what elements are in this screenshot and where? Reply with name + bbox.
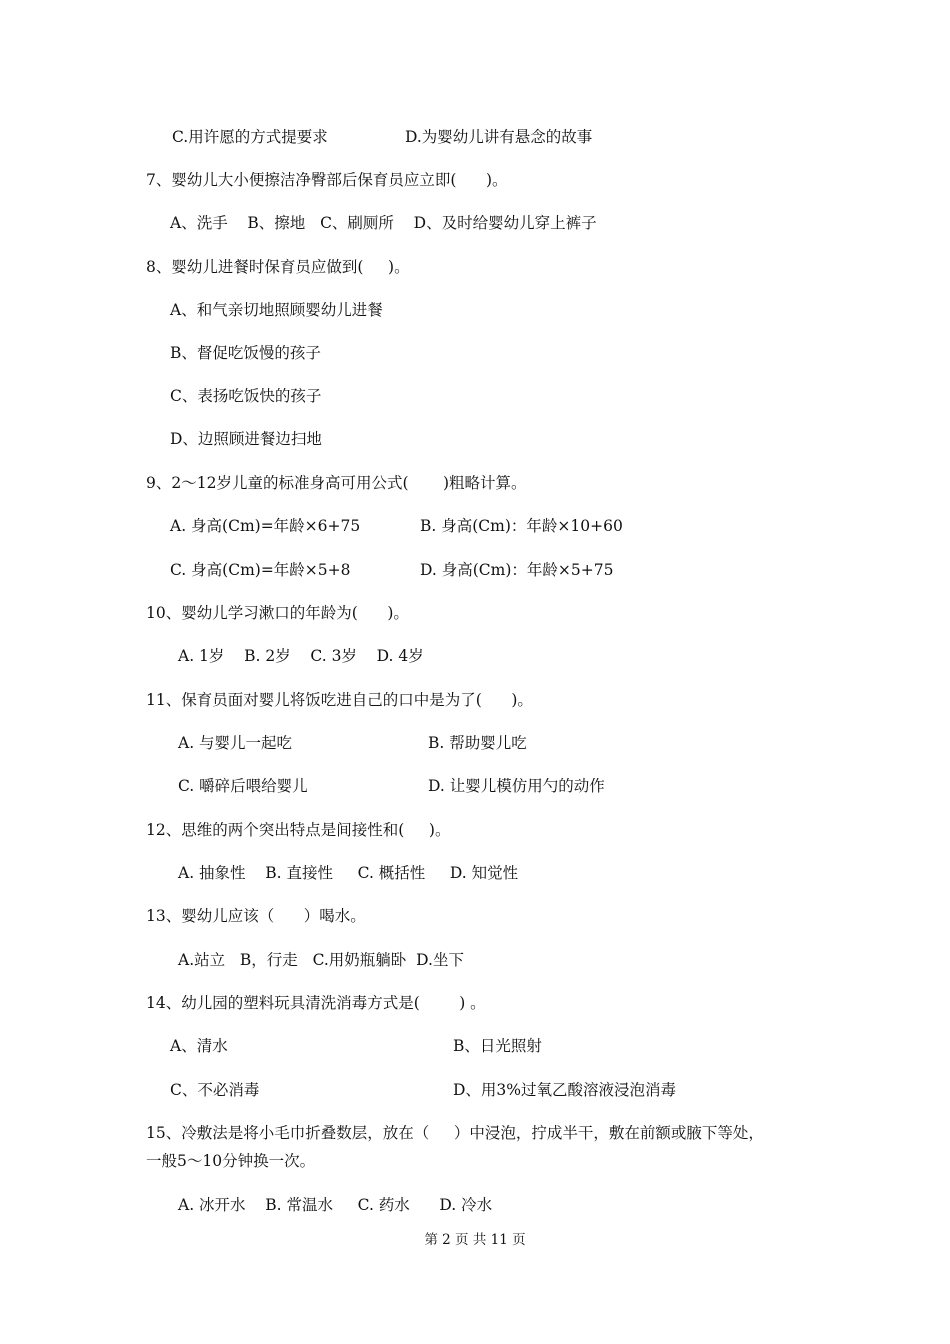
page-footer: 第 2 页 共 11 页	[424, 1232, 526, 1248]
question-9-option-b: B. 身高(Cm)：年龄×10+60	[420, 517, 623, 535]
question-8-option-b: B、督促吃饭慢的孩子	[170, 344, 321, 362]
question-11-option-a: A. 与婴儿一起吃	[178, 734, 293, 752]
question-15: 15、冷敷法是将小毛巾折叠数层，放在（ ）中浸泡，拧成半干，敷在前额或腋下等处，	[146, 1124, 764, 1142]
question-10-options: A. 1岁 B. 2岁 C. 3岁 D. 4岁	[178, 647, 424, 665]
question-10: 10、婴幼儿学习漱口的年龄为( )。	[146, 604, 409, 622]
question-12-options: A. 抽象性 B. 直接性 C. 概括性 D. 知觉性	[178, 864, 519, 882]
question-15-options: A. 冰开水 B. 常温水 C. 药水 D. 冷水	[178, 1196, 493, 1214]
question-11-option-d: D. 让婴儿模仿用勺的动作	[428, 777, 605, 795]
question-12: 12、思维的两个突出特点是间接性和( )。	[146, 821, 451, 839]
question-14-option-d: D、用3%过氧乙酸溶液浸泡消毒	[453, 1081, 677, 1099]
option-c-wish: C.用许愿的方式提要求	[172, 128, 328, 146]
question-11: 11、保育员面对婴儿将饭吃进自己的口中是为了( )。	[146, 691, 533, 709]
question-14-option-a: A、清水	[170, 1037, 228, 1055]
question-8: 8、婴幼儿进餐时保育员应做到( )。	[146, 258, 410, 276]
question-9-option-d: D. 身高(Cm)：年龄×5+75	[420, 561, 614, 579]
question-14-option-c: C、不必消毒	[170, 1081, 260, 1099]
question-9: 9、2～12岁儿童的标准身高可用公式( )粗略计算。	[146, 474, 527, 492]
question-11-option-c: C. 嚼碎后喂给婴儿	[178, 777, 308, 795]
option-d-story: D.为婴幼儿讲有悬念的故事	[405, 128, 593, 146]
question-11-option-b: B. 帮助婴儿吃	[428, 734, 527, 752]
question-7: 7、婴幼儿大小便擦洁净臀部后保育员应立即( )。	[146, 171, 508, 189]
question-8-option-a: A、和气亲切地照顾婴幼儿进餐	[170, 301, 383, 319]
question-8-option-c: C、表扬吃饭快的孩子	[170, 387, 322, 405]
question-9-option-c: C. 身高(Cm)=年龄×5+8	[170, 561, 351, 579]
question-7-options: A、洗手 B、擦地 C、刷厕所 D、及时给婴幼儿穿上裤子	[170, 214, 597, 232]
question-14: 14、幼儿园的塑料玩具清洗消毒方式是( ) 。	[146, 994, 486, 1012]
question-13-options: A.站立 B，行走 C.用奶瓶躺卧 D.坐下	[178, 951, 464, 969]
question-13: 13、婴幼儿应该（ ）喝水。	[146, 907, 366, 925]
question-9-option-a: A. 身高(Cm)=年龄×6+75	[170, 517, 361, 535]
question-8-option-d: D、边照顾进餐边扫地	[170, 430, 322, 448]
question-14-option-b: B、日光照射	[453, 1037, 542, 1055]
question-15-continued: 一般5～10分钟换一次。	[146, 1152, 316, 1170]
